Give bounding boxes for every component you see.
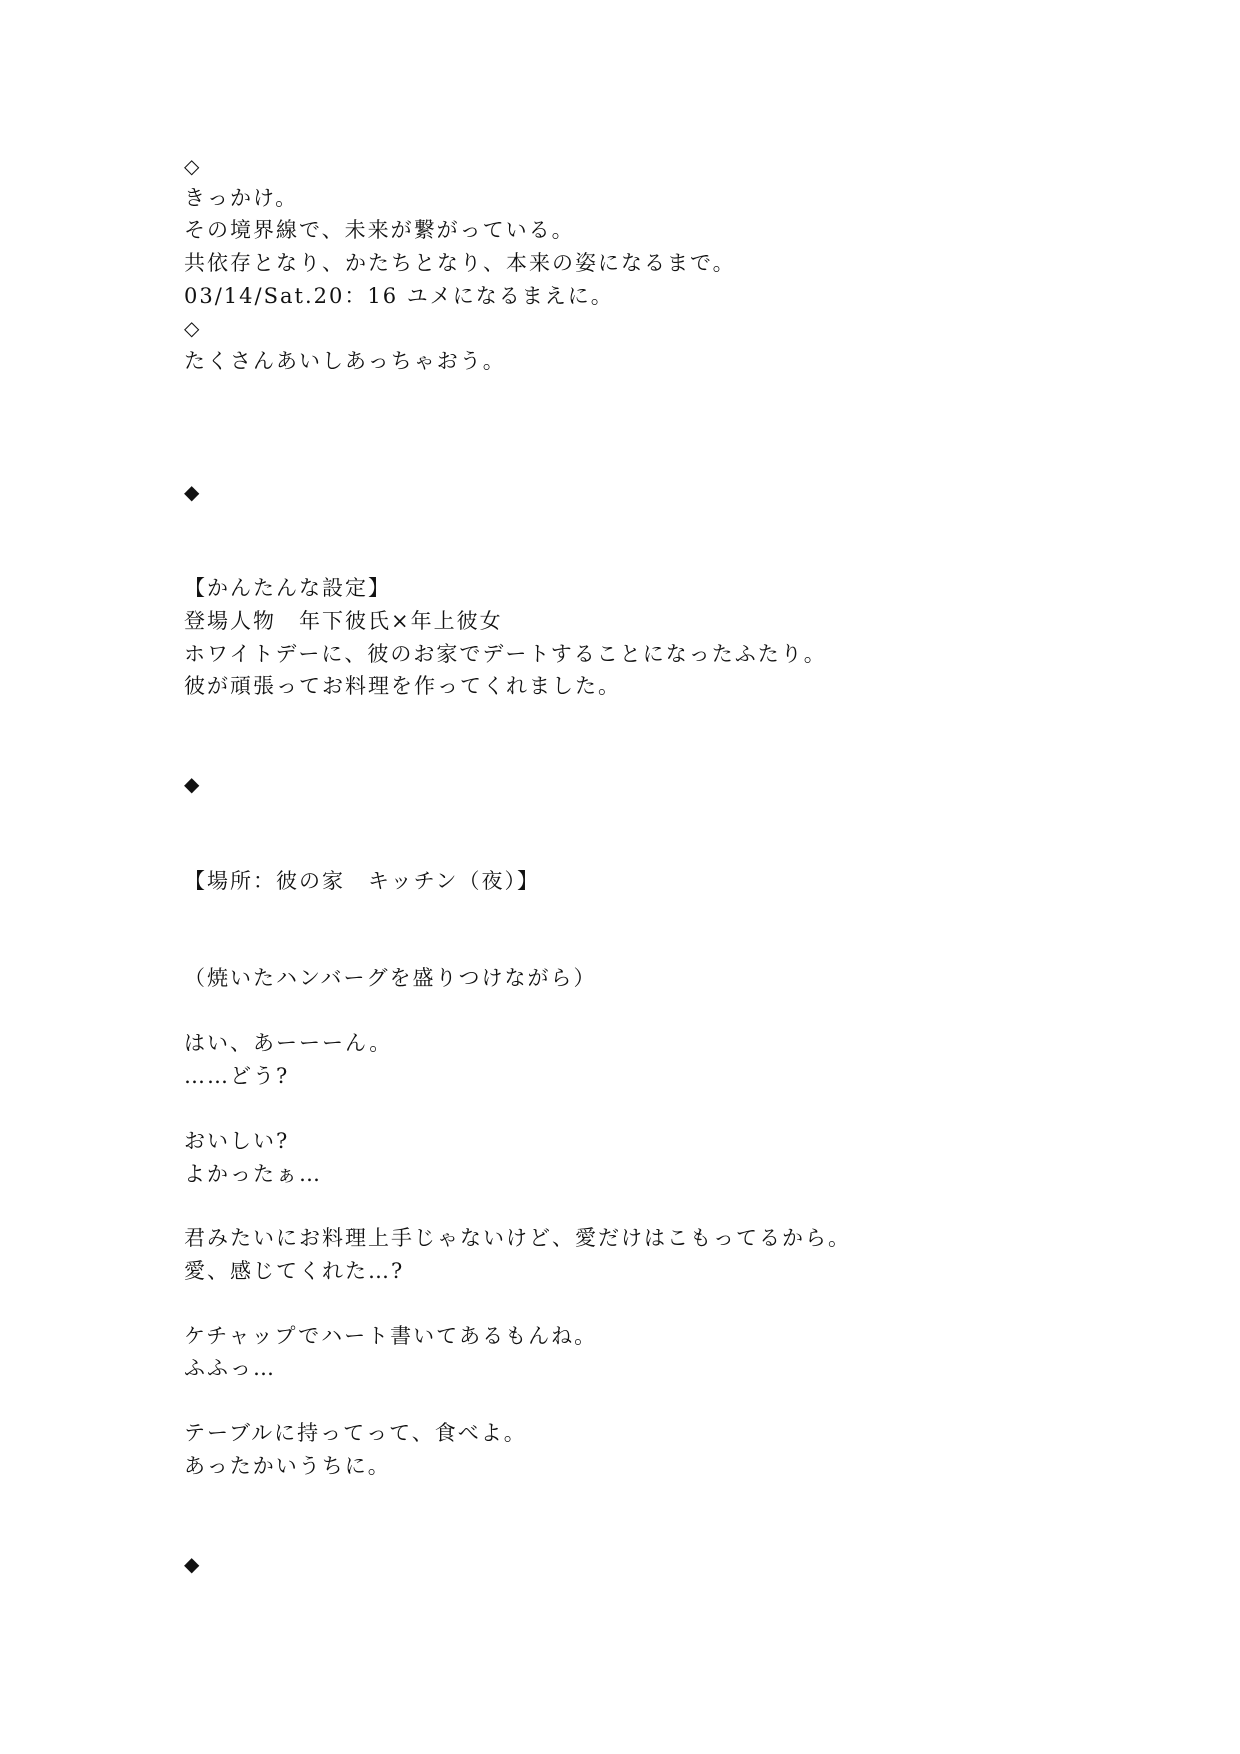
timestamp-line: 03/14/Sat.20：16 ユメになるまえに。	[184, 284, 614, 308]
scene-heading: 【場所：彼の家 キッチン（夜）】	[184, 869, 541, 893]
text-line: きっかけ。	[184, 186, 299, 210]
dialogue-line: よかったぁ…	[184, 1162, 322, 1186]
text-line: ホワイトデーに、彼のお家でデートすることになったふたり。	[184, 642, 827, 666]
open-diamond-marker: ◇	[184, 154, 202, 178]
dialogue-line: 君みたいにお料理上手じゃないけど、愛だけはこもってるから。	[184, 1226, 851, 1250]
filled-diamond-marker: ◆	[184, 772, 202, 796]
text-line: 彼が頑張ってお料理を作ってくれました。	[184, 674, 621, 698]
text-line: たくさんあいしあっちゃおう。	[184, 349, 506, 373]
open-diamond-marker: ◇	[184, 316, 202, 340]
dialogue-line: あったかいうちに。	[184, 1454, 391, 1478]
dialogue-line: テーブルに持ってって、食べよ。	[184, 1421, 527, 1445]
text-line: 共依存となり、かたちとなり、本来の姿になるまで。	[184, 251, 736, 275]
text-line: その境界線で、未来が繋がっている。	[184, 218, 575, 242]
dialogue-line: ケチャップでハート書いてあるもんね。	[184, 1324, 598, 1348]
filled-diamond-marker: ◆	[184, 1552, 202, 1576]
dialogue-line: ふふっ…	[184, 1356, 276, 1380]
dialogue-line: 愛、感じてくれた…?	[184, 1259, 405, 1283]
dialogue-line: はい、あーーーん。	[184, 1031, 393, 1055]
text-line: 登場人物 年下彼氏×年上彼女	[184, 609, 503, 633]
dialogue-line: おいしい?	[184, 1129, 290, 1153]
dialogue-line: ……どう?	[184, 1064, 290, 1088]
stage-direction: （焼いたハンバーグを盛りつけながら）	[184, 966, 597, 990]
filled-diamond-marker: ◆	[184, 480, 202, 504]
section-heading: 【かんたんな設定】	[184, 576, 391, 600]
